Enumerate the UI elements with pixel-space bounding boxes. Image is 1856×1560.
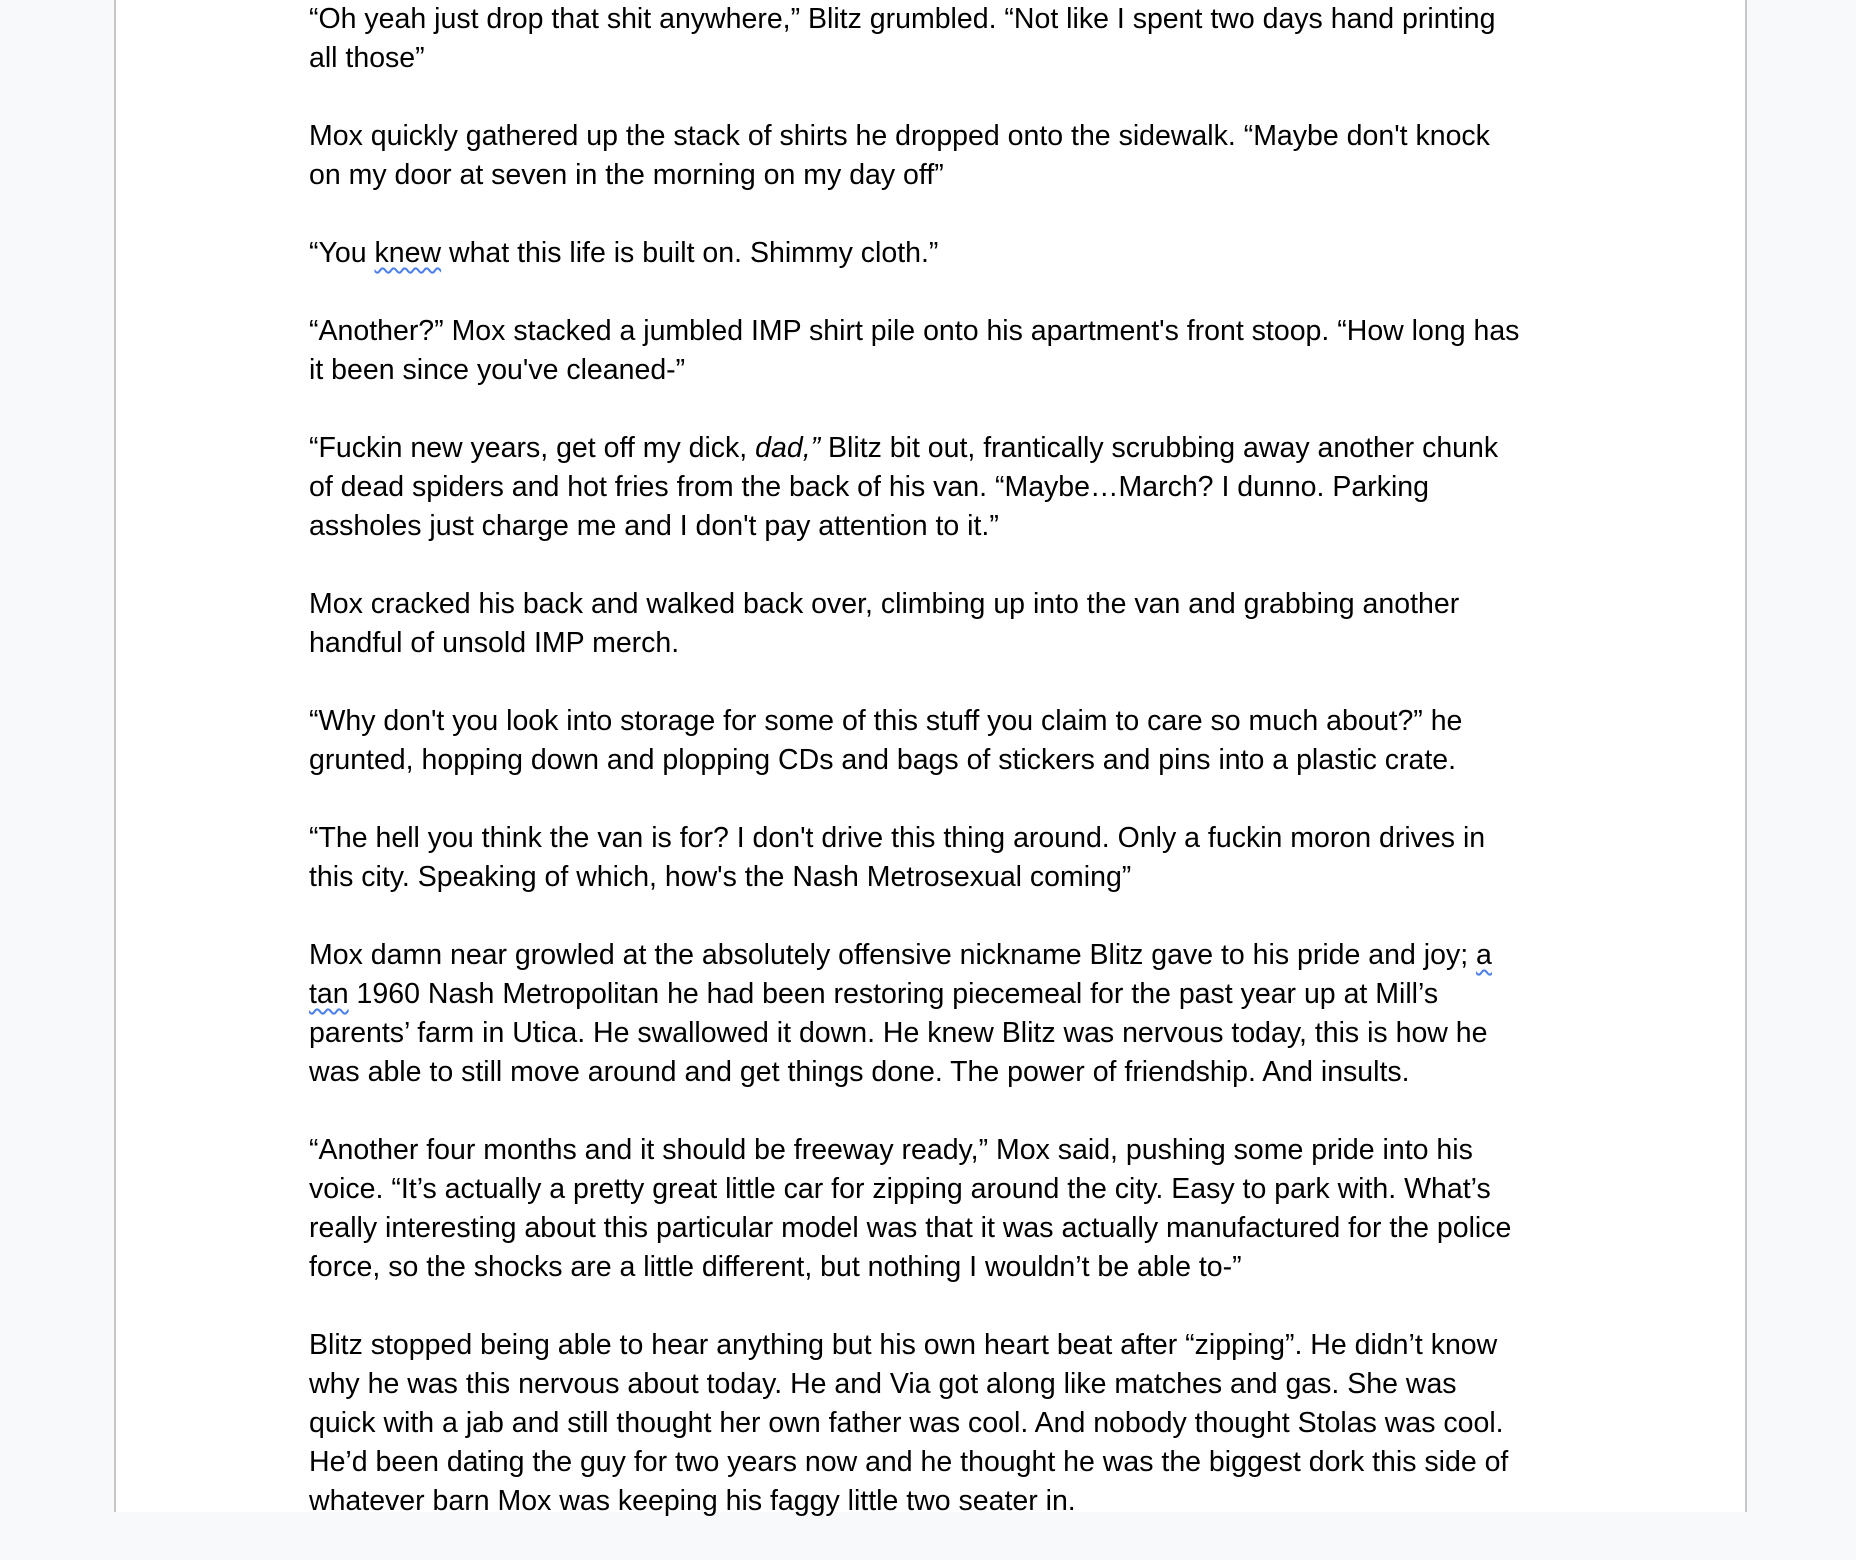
document-page[interactable]: [114, 0, 1747, 1517]
text-line: [309, 471, 1429, 503]
text-run: dad,”: [755, 432, 821, 464]
text-line: [309, 744, 1456, 776]
text-line: [309, 705, 1462, 737]
text-run: why he was this nervous about today. He and Via got along like matches and gas. She was: [309, 1368, 1457, 1400]
text-line: [309, 1134, 1473, 1166]
text-run: what this life is built on. Shimmy cloth.”: [441, 237, 939, 269]
text-run: all those”: [309, 42, 425, 74]
text-line: [309, 588, 1459, 620]
text-run: “Why don't you look into storage for some of this stuff you claim to care so much about?” he: [309, 705, 1463, 737]
text-run: of dead spiders and hot fries from the back of his van. “Maybe…March? I dunno. Parking: [309, 471, 1430, 503]
text-run: “Another four months and it should be freeway ready,” Mox said, pushing some pride into his: [309, 1134, 1473, 1166]
paragraph: [309, 0, 1599, 78]
text-run: “Fuckin new years, get off my dick,: [309, 432, 756, 464]
text-line: [309, 1212, 1511, 1244]
paragraph: [309, 702, 1599, 780]
paragraph: [309, 1131, 1599, 1287]
text-run: “Another?” Mox stacked a jumbled IMP shirt pile onto his apartment's front stoop. “How long has: [309, 315, 1520, 347]
text-line: [309, 1407, 1504, 1439]
text-run: this city. Speaking of which, how's the Nash Metrosexual coming”: [309, 861, 1132, 893]
text-run: Blitz bit out, frantically scrubbing away another chunk: [820, 432, 1499, 464]
text-line: [309, 1446, 1508, 1478]
misspelled-word[interactable]: a: [1476, 939, 1492, 971]
text-line: [309, 510, 999, 542]
paragraph: [309, 117, 1599, 195]
text-line: [309, 1173, 1491, 1205]
text-line: [309, 1329, 1497, 1361]
text-run: it been since you've cleaned-”: [309, 354, 686, 386]
text-run: 1960 Nash Metropolitan he had been restoring piecemeal for the past year up at Mill’s: [348, 978, 1439, 1010]
text-run: Mox damn near growled at the absolutely offensive nickname Blitz gave to his pride and joy;: [309, 939, 1477, 971]
text-run: Blitz stopped being able to hear anything but his own heart beat after “zipping”. He didn’t know: [309, 1329, 1498, 1361]
text-line: [309, 1056, 1410, 1088]
text-run: Mox cracked his back and walked back over, climbing up into the van and grabbing another: [309, 588, 1460, 620]
text-run: “You: [309, 237, 375, 269]
paragraph: [309, 234, 1599, 273]
text-line: [309, 432, 1498, 464]
paragraph: [309, 936, 1599, 1092]
text-run: on my door at seven in the morning on my day off”: [309, 159, 944, 191]
text-run: assholes just charge me and I don't pay attention to it.”: [309, 510, 999, 542]
text-run: parents’ farm in Utica. He swallowed it down. He knew Blitz was nervous today, this is how he: [309, 1017, 1488, 1049]
text-run: force, so the shocks are a little different, but nothing I wouldn’t be able to-”: [309, 1251, 1242, 1283]
text-line: [309, 315, 1519, 347]
text-run: really interesting about this particular model was that it was actually manufactured for the police: [309, 1212, 1512, 1244]
text-line: [309, 354, 685, 386]
text-line: [309, 1017, 1488, 1049]
text-line: [309, 1368, 1457, 1400]
text-line: [309, 1251, 1242, 1283]
text-run: voice. “It’s actually a pretty great little car for zipping around the city. Easy to park with. What’s: [309, 1173, 1491, 1205]
text-line: [309, 1485, 1076, 1517]
text-run: grunted, hopping down and plopping CDs and bags of stickers and pins into a plastic crate.: [309, 744, 1457, 776]
text-run: whatever barn Mox was keeping his faggy little two seater in.: [309, 1485, 1076, 1517]
document-text[interactable]: [309, 0, 1599, 1560]
text-line: [309, 159, 944, 191]
misspelled-word[interactable]: knew: [374, 237, 442, 269]
paragraph: [309, 1326, 1599, 1521]
paragraph: [309, 585, 1599, 663]
paragraph: [309, 819, 1599, 897]
text-line: [309, 978, 1438, 1010]
text-line: [309, 861, 1131, 893]
text-line: [309, 237, 938, 269]
text-line: [309, 939, 1492, 971]
paragraph: [309, 429, 1599, 546]
text-run: quick with a jab and still thought her own father was cool. And nobody thought Stolas was cool.: [309, 1407, 1504, 1439]
text-run: Mox quickly gathered up the stack of shirts he dropped onto the sidewalk. “Maybe don't knock: [309, 120, 1490, 152]
text-line: [309, 627, 679, 659]
text-run: handful of unsold IMP merch.: [309, 627, 680, 659]
text-run: was able to still move around and get things done. The power of friendship. And insults.: [309, 1056, 1410, 1088]
text-line: [309, 822, 1485, 854]
paragraph: [309, 312, 1599, 390]
text-run: “The hell you think the van is for? I don't drive this thing around. Only a fuckin moron drives in: [309, 822, 1486, 854]
text-run: He’d been dating the guy for two years now and he thought he was the biggest dork this side of: [309, 1446, 1509, 1478]
misspelled-word[interactable]: tan: [309, 978, 349, 1010]
text-line: [309, 3, 1496, 35]
text-line: [309, 42, 425, 74]
text-line: [309, 120, 1490, 152]
text-run: “Oh yeah just drop that shit anywhere,” Blitz grumbled. “Not like I spent two days hand printing: [309, 3, 1496, 35]
